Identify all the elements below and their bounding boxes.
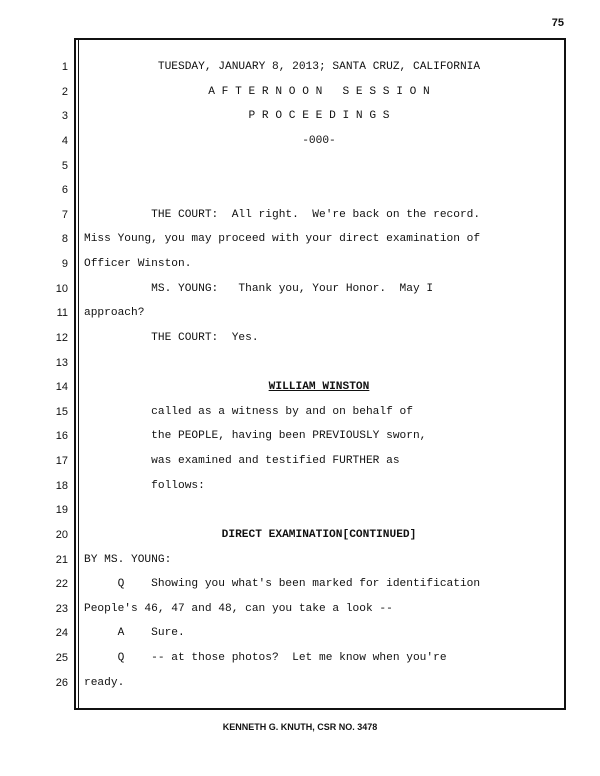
- transcript-line: A Sure.: [84, 627, 185, 640]
- line-number: 8: [61, 233, 68, 246]
- proceedings-title: P R O C E E D I N G S: [248, 110, 390, 123]
- transcript-line: the PEOPLE, having been PREVIOUSLY sworn,: [84, 430, 427, 443]
- transcript-line: approach?: [84, 307, 145, 320]
- transcript-line: [84, 154, 554, 179]
- section-separator: -000-: [302, 134, 336, 147]
- line-number: 6: [61, 184, 68, 197]
- line-number: 17: [55, 455, 68, 467]
- line-number: 20: [55, 528, 68, 541]
- line-number: 22: [55, 578, 68, 591]
- line-number: 26: [55, 676, 68, 689]
- transcript-line: MS. YOUNG: Thank you, Your Honor. May I: [84, 282, 434, 295]
- line-number: 25: [55, 652, 68, 664]
- transcript-line: ready.: [84, 676, 125, 689]
- transcript-line: Miss Young, you may proceed with your direct examination of: [84, 233, 481, 246]
- line-number: 5: [61, 159, 68, 172]
- session-date-heading: TUESDAY, JANUARY 8, 2013; SANTA CRUZ, CALIFORNIA: [157, 61, 481, 73]
- line-number: 14: [55, 381, 68, 394]
- witness-name: WILLIAM WINSTON: [268, 381, 370, 394]
- line-number: 3: [61, 110, 68, 123]
- line-number: 13: [55, 356, 68, 369]
- line-number: 12: [55, 331, 68, 344]
- page-number: 75: [551, 17, 564, 29]
- transcript-line: Officer Winston.: [84, 258, 192, 270]
- line-number: 9: [61, 258, 68, 270]
- line-number: 15: [55, 405, 68, 418]
- line-number: 7: [61, 208, 68, 221]
- line-number: 4: [61, 134, 68, 147]
- transcript-line: called as a witness by and on behalf of: [84, 405, 413, 418]
- transcript-line: People's 46, 47 and 48, can you take a look --: [84, 602, 393, 615]
- transcript-line: Q -- at those photos? Let me know when you're: [84, 652, 447, 664]
- line-number: 21: [55, 553, 68, 566]
- transcript-body: [84, 55, 554, 695]
- session-title: A F T E R N O O N S E S S I O N: [208, 85, 430, 98]
- line-number-column: [50, 55, 68, 695]
- examination-heading: DIRECT EXAMINATION[CONTINUED]: [221, 528, 417, 541]
- transcript-line: THE COURT: All right. We're back on the record.: [84, 208, 481, 221]
- reporter-footer: KENNETH G. KNUTH, CSR NO. 3478: [222, 722, 378, 732]
- transcript-line: follows:: [84, 479, 205, 492]
- transcript-line: [84, 498, 554, 523]
- witness-name-heading: [84, 375, 554, 400]
- line-number: 18: [55, 479, 68, 492]
- line-number: 2: [61, 85, 68, 98]
- line-number: 24: [55, 627, 68, 640]
- transcript-line: BY MS. YOUNG:: [84, 553, 172, 566]
- transcript-line: Q Showing you what's been marked for identification: [84, 578, 481, 591]
- margin-rule: [78, 38, 79, 710]
- transcript-line: [84, 178, 554, 203]
- transcript-line: THE COURT: Yes.: [84, 331, 259, 344]
- line-number: 23: [55, 602, 68, 615]
- line-number: 10: [55, 282, 68, 295]
- line-number: 19: [55, 504, 68, 517]
- line-number: 16: [55, 430, 68, 443]
- line-number: 11: [56, 307, 68, 320]
- transcript-line: was examined and testified FURTHER as: [84, 455, 400, 467]
- line-number: 1: [61, 61, 68, 73]
- transcript-line: [84, 351, 554, 376]
